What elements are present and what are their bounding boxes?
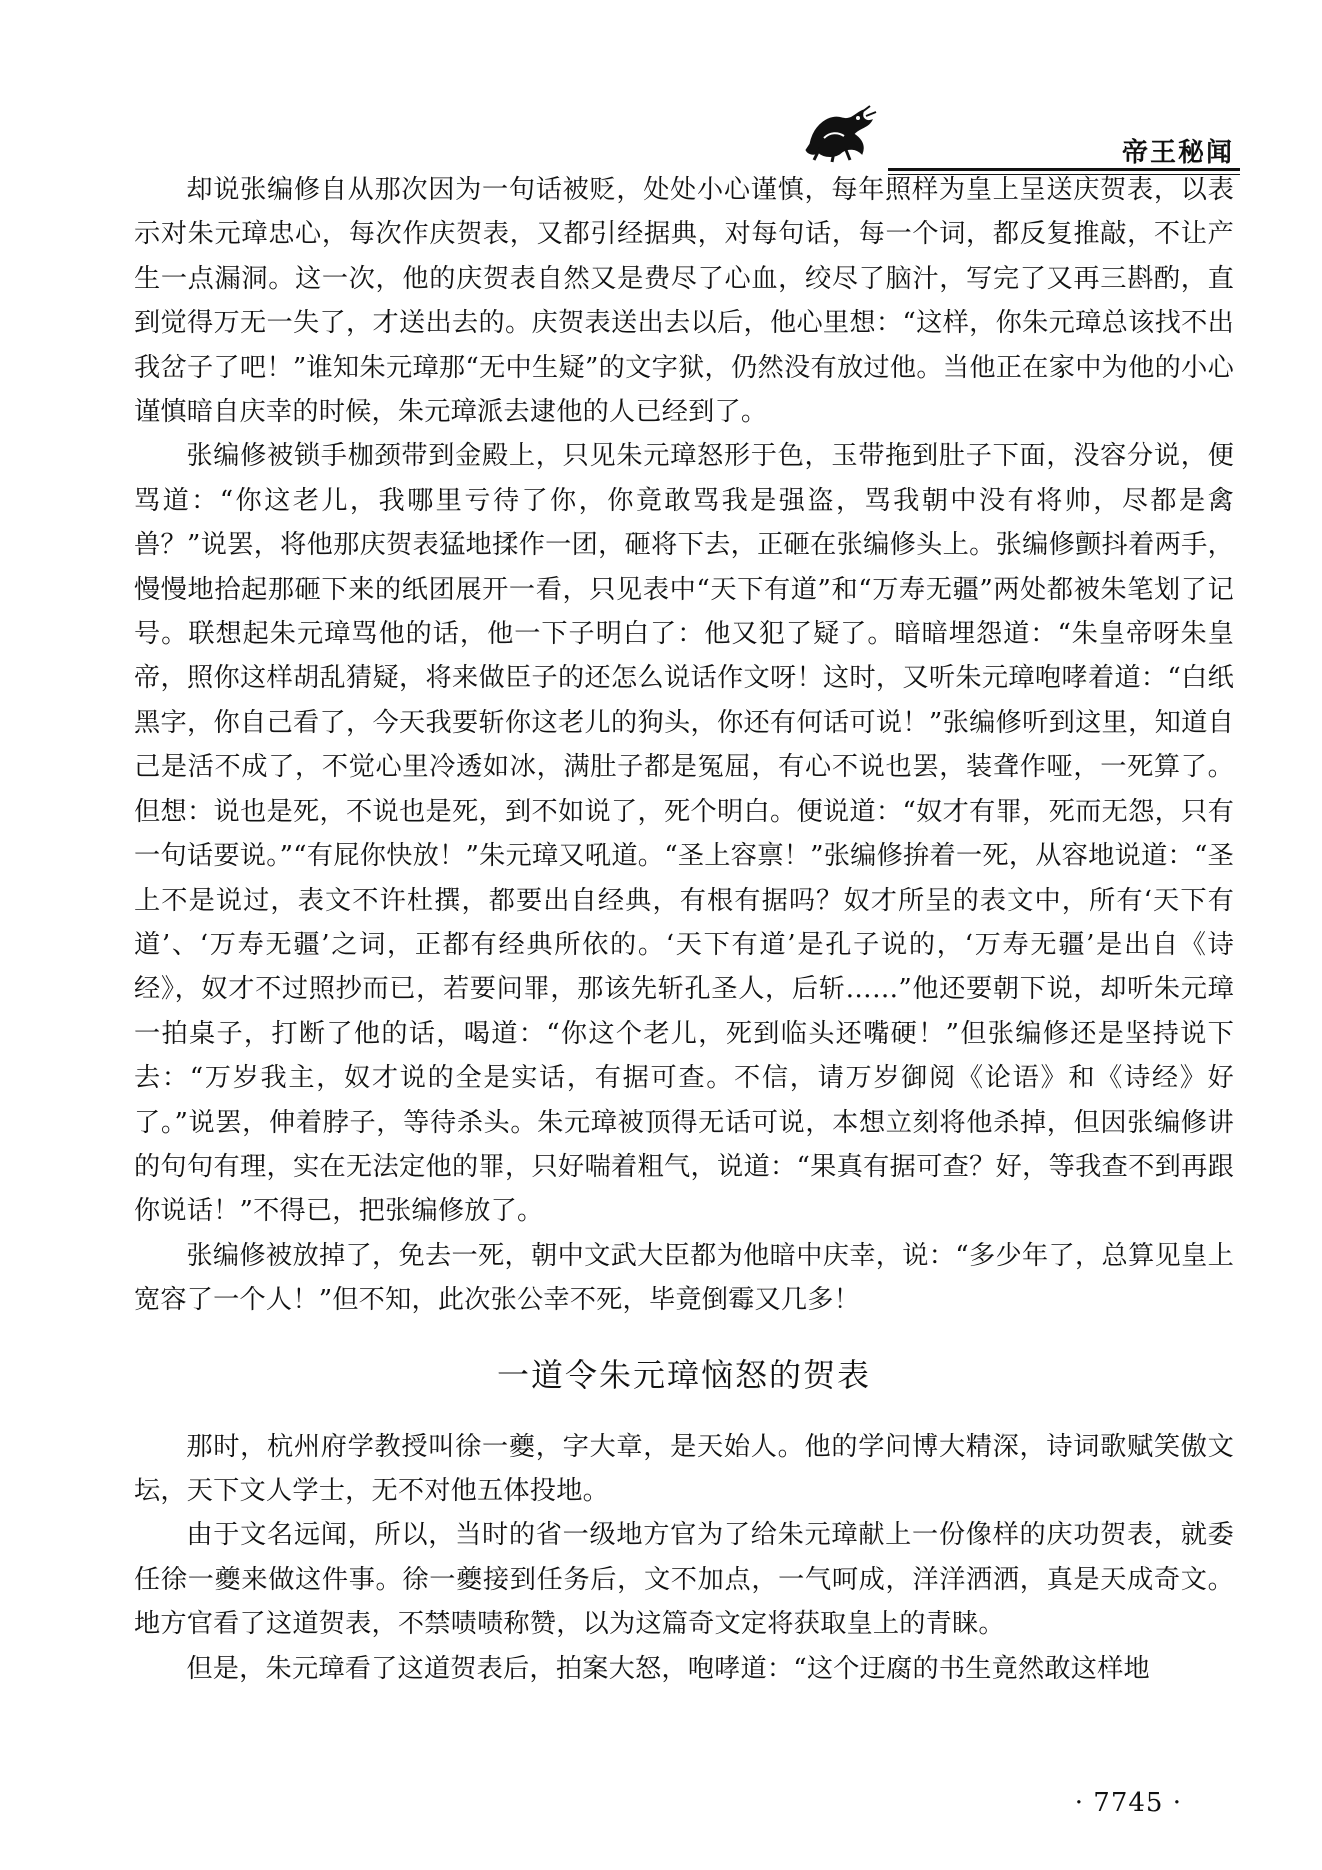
running-header — [800, 104, 1240, 166]
paragraph: 但是，朱元璋看了这道贺表后，拍案大怒，咆哮道：“这个迂腐的书生竟然敢这样地 — [186, 1653, 1150, 1684]
paragraph: 那时，杭州府学教授叫徐一夔，字大章，是天始人。他的学问博大精深，诗词歌赋笑傲文坛，天下文人学士，无不对他五体投地。 — [134, 1431, 1234, 1506]
body-text — [134, 168, 1234, 1691]
paragraph: 由于文名远闻，所以，当时的省一级地方官为了给朱元璋献上一份像样的庆功贺表，就委任徐一夔来做这件事。徐一夔接到任务后，文不加点，一气呵成，洋洋洒洒，真是天成奇文。地方官看了这道贺表，不禁啧啧称赞，以为这篇奇文定将获取皇上的青睐。 — [134, 1520, 1234, 1640]
page-number: · 7745 · — [1074, 1788, 1182, 1818]
paragraph: 却说张编修自从那次因为一句话被贬，处处小心谨慎，每年照样为皇上呈送庆贺表，以表示对朱元璋忠心，每次作庆贺表，又都引经据典，对每句话，每一个词，都反复推敲，不让产生一点漏洞。这一次，他的庆贺表自然又是费尽了心血，绞尽了脑汁，写完了又再三斟酌，直到觉得万无一失了，才送出去的。庆贺表送出去以后，他心里想：“这样，你朱元璋总该找不出我岔子了吧！”谁知朱元璋那“无中生疑”的文字狱，仍然没有放过他。当他正在家中为他的小心谨慎暗自庆幸的时候，朱元璋派去逮他的人已经到了。 — [134, 175, 1234, 428]
paragraph: 张编修被锁手枷颈带到金殿上，只见朱元璋怒形于色，玉带拖到肚子下面，没容分说，便骂道：“你这老儿，我哪里亏待了你，你竟敢骂我是强盗，骂我朝中没有将帅，尽都是禽兽？”说罢，将他那庆贺表猛地揉作一团，砸将下去，正砸在张编修头上。张编修颤抖着两手，慢慢地拾起那砸下来的纸团展开一看，只见表中“天下有道”和“万寿无疆”两处都被朱笔划了记号。联想起朱元璋骂他的话，他一下子明白了：他又犯了疑了。暗暗埋怨道：“朱皇帝呀朱皇帝，照你这样胡乱猜疑，将来做臣子的还怎么说话作文呀！这时，又听朱元璋咆哮着道：“白纸黑字，你自己看了，今天我要斩你这老儿的狗头，你还有何话可说！”张编修听到这里，知道自己是活不成了，不觉心里冷透如冰，满肚子都是冤屈，有心不说也罢，装聋作哑，一死算了。但想：说也是死，不说也是死，到不如说了，死个明白。便说道：“奴才有罪，死而无怨，只有一句话要说。”“有屁你快放！”朱元璋又吼道。“圣上容禀！”张编修拚着一死，从容地说道：“圣上不是说过，表文不许杜撰，都要出自经典，有根有据吗？奴才所呈的表文中，所有‘天下有道’、‘万寿无疆’之词，正都有经典所依的。‘天下有道’是孔子说的，‘万寿无疆’是出自《诗经》，奴才不过照抄而已，若要问罪，那该先斩孔圣人，后斩……”他还要朝下说，却听朱元璋一拍桌子，打断了他的话，喝道：“你这个老儿，死到临头还嘴硬！”但张编修还是坚持说下去：“万岁我主，奴才说的全是实话，有据可查。不信，请万岁御阅《论语》和《诗经》好了。”说罢，伸着脖子，等待杀头。朱元璋被顶得无话可说，本想立刻将他杀掉，但因张编修讲的句句有理，实在无法定他的罪，只好喘着粗气，说道：“果真有据可查？好，等我查不到再跟你说话！”不得已，把张编修放了。 — [134, 441, 1234, 1227]
section-title: 一道令朱元璋恼怒的贺表 — [496, 1355, 871, 1394]
paragraph: 张编修被放掉了，免去一死，朝中文武大臣都为他暗中庆幸，说：“多少年了，总算见皇上宽容了一个人！”但不知，此次张公幸不死，毕竟倒霉又几多！ — [134, 1240, 1234, 1316]
dragon-ornament-icon — [800, 104, 880, 164]
header-title: 帝王秘闻 — [1121, 138, 1234, 168]
